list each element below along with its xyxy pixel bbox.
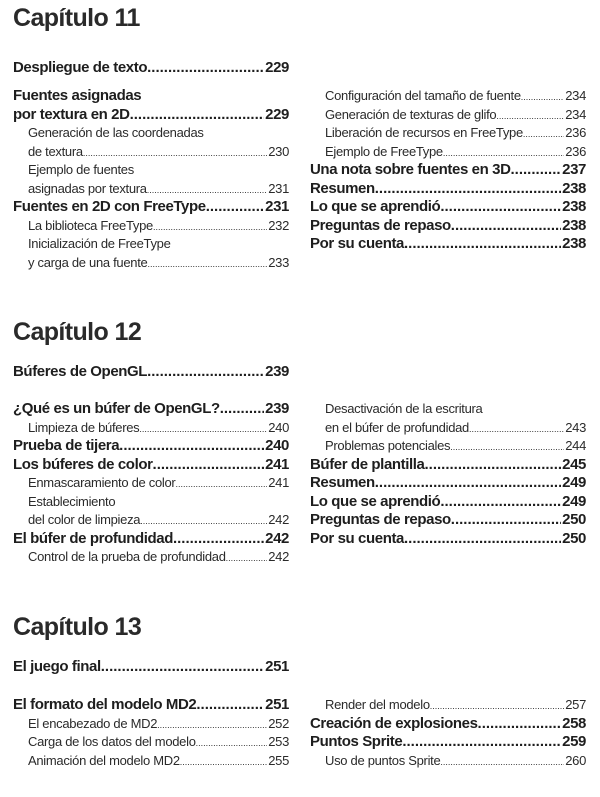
toc-subsection-entry[interactable] [310, 87, 586, 106]
page-number: 252 [268, 715, 289, 731]
page-number: 253 [268, 734, 289, 749]
page-number: 234 [565, 88, 586, 103]
page-number: 242 [265, 529, 289, 547]
toc-column-left [13, 696, 289, 770]
toc-subsection-entry[interactable] [310, 752, 586, 771]
entry-title: Limpieza de búferes [28, 419, 140, 435]
dot-leader [425, 456, 562, 475]
toc-section-entry[interactable] [13, 198, 289, 217]
dot-leader [523, 125, 564, 143]
entry-title: y carga de una fuente [28, 254, 148, 270]
toc-subsection-entry[interactable] [310, 106, 586, 125]
page-number: 259 [562, 733, 586, 750]
entry-title: Puntos Sprite [310, 733, 403, 750]
entry-title: Lo que se aprendió [310, 198, 441, 215]
page-number: 250 [562, 511, 586, 528]
toc-subsection-entry[interactable] [13, 124, 289, 143]
entry-title: Render del modelo [325, 697, 430, 712]
dot-leader [451, 511, 561, 530]
dot-leader [196, 696, 264, 715]
dot-leader [153, 456, 265, 475]
page-number: 229 [265, 59, 289, 76]
entry-title: Preguntas de repaso [310, 216, 451, 234]
toc-section-entry[interactable] [310, 493, 586, 512]
chapter-main-entry[interactable] [13, 363, 289, 382]
dot-leader [440, 493, 561, 512]
entry-title: Ejemplo de fuentes [28, 162, 134, 177]
toc-section-entry[interactable] [310, 217, 586, 236]
entry-title: asignadas por textura [28, 180, 147, 196]
dot-leader [173, 530, 264, 549]
dot-leader [175, 475, 267, 493]
page-number: 249 [562, 474, 586, 491]
entry-title: Creación de explosiones [310, 714, 478, 732]
toc-section-entry[interactable] [13, 400, 289, 419]
dot-leader [226, 549, 268, 567]
toc-subsection-entry[interactable] [13, 511, 289, 530]
entry-title: Liberación de recursos en FreeType [325, 125, 523, 140]
entry-title: Fuentes en 2D con FreeType [13, 198, 206, 215]
toc-section-entry[interactable] [13, 530, 289, 549]
page-number: 258 [562, 714, 586, 732]
toc-column-left [13, 400, 289, 567]
toc-subsection-entry[interactable] [13, 217, 289, 236]
toc-column-right [310, 696, 586, 770]
entry-title: Problemas potenciales [325, 438, 451, 453]
dot-leader [469, 420, 564, 438]
dot-leader [478, 715, 562, 734]
entry-title: Despliegue de texto [13, 59, 148, 76]
entry-title: Fuentes asignadas [13, 87, 142, 104]
toc-subsection-entry[interactable] [13, 548, 289, 567]
page-number: 236 [565, 125, 586, 140]
chapter-topic-entry[interactable] [13, 363, 289, 382]
dot-leader [402, 733, 561, 752]
page-number: 231 [268, 180, 289, 196]
entry-title: Animación del modelo MD2 [28, 752, 180, 768]
dot-leader [147, 363, 264, 382]
page-number: 236 [565, 143, 586, 159]
page-number: 240 [268, 419, 289, 435]
toc-section-entry[interactable] [310, 456, 586, 475]
dot-leader [196, 734, 268, 752]
entry-title: El búfer de profundidad [13, 529, 173, 547]
chapter-title: Capítulo 12 [13, 318, 142, 346]
dot-leader [451, 217, 561, 236]
entry-title: Generación de texturas de glifo [325, 106, 497, 122]
page-number: 239 [265, 400, 289, 417]
toc-section-entry[interactable] [310, 235, 586, 254]
entry-title: por textura en 2D [13, 105, 130, 123]
toc-column-right [310, 87, 586, 254]
page-number: 245 [562, 455, 586, 473]
entry-title: Uso de puntos Sprite [325, 752, 441, 768]
entry-title: Resumen [310, 474, 375, 491]
entry-title: Enmascaramiento de color [28, 475, 176, 490]
entry-title: Desactivación de la escritura [325, 401, 483, 416]
dot-leader [404, 530, 561, 549]
chapter-title: Capítulo 11 [13, 4, 140, 32]
entry-title: Ejemplo de FreeType [325, 143, 443, 159]
dot-leader [450, 438, 564, 456]
dot-leader [430, 697, 564, 715]
toc-section-entry[interactable] [310, 715, 586, 734]
page-number: 239 [265, 363, 289, 380]
dot-leader [375, 180, 561, 199]
page-number: 238 [562, 235, 586, 252]
toc-section-entry[interactable] [310, 198, 586, 217]
chapter-main-entry[interactable] [13, 658, 289, 677]
entry-title: Establecimiento [28, 493, 116, 509]
page-number: 232 [268, 217, 289, 233]
page-number: 237 [562, 161, 586, 178]
dot-leader [206, 198, 264, 217]
entry-title: ¿Qué es un búfer de OpenGL? [13, 400, 220, 417]
toc-subsection-entry[interactable] [310, 400, 586, 419]
entry-title: Por su cuenta [310, 235, 404, 252]
entry-title: Prueba de tijera [13, 437, 120, 454]
dot-leader [220, 400, 264, 419]
toc-subsection-entry[interactable] [13, 235, 289, 254]
page-number: 257 [565, 697, 586, 712]
toc-section-entry[interactable] [310, 530, 586, 549]
page-number: 230 [268, 143, 289, 159]
dot-leader [139, 420, 267, 438]
dot-leader [511, 161, 562, 180]
page-number: 231 [265, 198, 289, 215]
toc-section-entry[interactable] [310, 161, 586, 180]
dot-leader [443, 144, 564, 162]
dot-leader [147, 181, 267, 199]
toc-section-entry[interactable] [310, 180, 586, 199]
toc-subsection-entry[interactable] [13, 419, 289, 438]
entry-title: Resumen [310, 179, 375, 197]
dot-leader [157, 716, 267, 734]
page-number: 240 [265, 437, 289, 454]
toc-section-entry[interactable] [13, 106, 289, 125]
toc-subsection-entry[interactable] [310, 437, 586, 456]
page-number: 260 [565, 752, 586, 768]
dot-leader [119, 437, 264, 456]
page-number: 251 [265, 658, 289, 675]
dot-leader [153, 218, 267, 236]
page-number: 229 [265, 105, 289, 123]
entry-title: Generación de las coordenadas [28, 125, 204, 140]
toc-subsection-entry[interactable] [13, 180, 289, 199]
toc-subsection-entry[interactable] [310, 419, 586, 438]
page-number: 251 [265, 696, 289, 713]
entry-title: Carga de los datos del modelo [28, 734, 196, 749]
dot-leader [180, 753, 267, 771]
toc-section-entry[interactable] [13, 437, 289, 456]
entry-title: El juego final [13, 658, 101, 675]
page-number: 244 [565, 438, 586, 453]
toc-subsection-entry[interactable] [13, 493, 289, 512]
page-number: 241 [265, 455, 289, 473]
page-number: 249 [562, 492, 586, 510]
entry-title: del color de limpieza [28, 512, 141, 527]
toc-subsection-entry[interactable] [310, 696, 586, 715]
entry-title: Una nota sobre fuentes en 3D [310, 161, 511, 178]
toc-section-entry[interactable] [310, 511, 586, 530]
page-number: 241 [268, 475, 289, 490]
entry-title: de textura [28, 143, 83, 159]
toc-subsection-entry[interactable] [13, 143, 289, 162]
toc-subsection-entry[interactable] [13, 715, 289, 734]
dot-leader [147, 59, 264, 78]
toc-section-entry[interactable] [13, 456, 289, 475]
chapter-title: Capítulo 13 [13, 613, 142, 641]
entry-title: El formato del modelo MD2 [13, 696, 197, 713]
toc-section-entry[interactable] [310, 474, 586, 493]
toc-column-right [310, 400, 586, 548]
page-number: 242 [268, 512, 289, 527]
page-number: 238 [562, 179, 586, 197]
page-number: 238 [562, 216, 586, 234]
page-number: 238 [562, 198, 586, 215]
dot-leader [375, 474, 561, 493]
page-number: 243 [565, 419, 586, 435]
toc-subsection-entry[interactable] [13, 161, 289, 180]
page-number: 250 [562, 529, 586, 547]
dot-leader [521, 88, 564, 106]
page-number: 234 [565, 106, 586, 122]
dot-leader [147, 255, 267, 273]
entry-title: Inicialización de FreeType [28, 236, 171, 251]
toc-subsection-entry[interactable] [13, 752, 289, 771]
entry-title: Configuración del tamaño de fuente [325, 88, 521, 103]
toc-subsection-entry[interactable] [310, 143, 586, 162]
toc-subsection-entry[interactable] [13, 733, 289, 752]
entry-title: en el búfer de profundidad [325, 419, 469, 435]
entry-title: Control de la prueba de profundidad [28, 549, 226, 564]
entry-title: Lo que se aprendió [310, 492, 441, 510]
dot-leader [140, 512, 267, 530]
entry-title: Búferes de OpenGL [13, 363, 148, 380]
dot-leader [496, 107, 564, 125]
toc-column-left [13, 87, 289, 272]
chapter-main-entry[interactable] [13, 59, 289, 78]
toc-section-entry[interactable] [13, 87, 289, 106]
dot-leader [404, 235, 561, 254]
toc-subsection-entry[interactable] [13, 254, 289, 273]
entry-title: Búfer de plantilla [310, 455, 425, 473]
page-number: 242 [268, 549, 289, 564]
entry-title: La biblioteca FreeType [28, 217, 153, 233]
entry-title: Preguntas de repaso [310, 511, 451, 528]
dot-leader [440, 198, 561, 217]
chapter-topic-entry[interactable] [13, 658, 289, 677]
dot-leader [83, 144, 267, 162]
dot-leader [101, 658, 264, 677]
entry-title: Por su cuenta [310, 529, 404, 547]
dot-leader [440, 753, 564, 771]
dot-leader [130, 106, 265, 125]
toc-section-entry[interactable] [13, 696, 289, 715]
entry-title: Los búferes de color [13, 455, 153, 473]
page-number: 255 [268, 752, 289, 768]
entry-title: El encabezado de MD2 [28, 715, 158, 731]
toc-subsection-entry[interactable] [13, 474, 289, 493]
toc-section-entry[interactable] [310, 733, 586, 752]
page-number: 233 [268, 254, 289, 270]
toc-subsection-entry[interactable] [310, 124, 586, 143]
chapter-topic-entry[interactable] [13, 59, 289, 78]
